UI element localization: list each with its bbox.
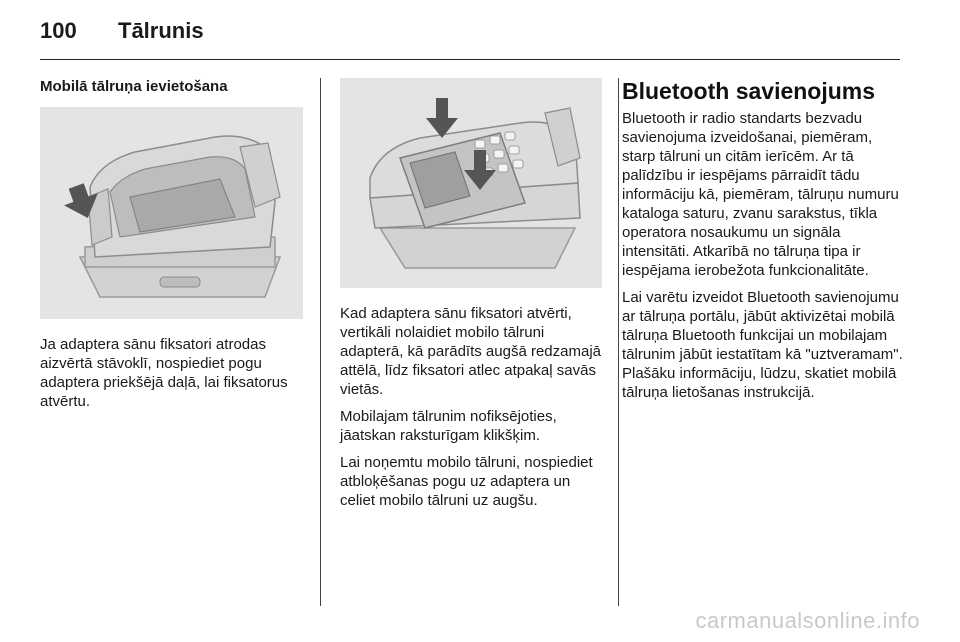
paragraph-latch-open: Ja adaptera sānu fiksatori atrodas aizvērtā stāvoklī, nospiediet pogu adaptera priekšējā daļā, lai fiksatorus atvērtu.	[40, 336, 288, 410]
section-subheading: Mobilā tālruņa ievietošana	[40, 78, 228, 95]
column-1	[40, 78, 306, 419]
paragraph-insert-phone: Kad adaptera sānu fiksatori atvērti, vertikāli nolaidiet mobilo tālruni adapterā, kā parādīts augšā redzamajā attēlā, līdz fiksatori atlec atpakaļ savās vietās.	[340, 305, 601, 398]
chapter-title: Tālrunis	[118, 18, 204, 43]
header-rule	[40, 59, 900, 60]
phone-insertion-illustration	[340, 78, 602, 288]
column-divider-right	[618, 78, 619, 606]
column-divider-left	[320, 78, 321, 606]
column-2	[340, 78, 602, 518]
watermark: carmanualsonline.info	[695, 608, 920, 633]
column-3	[622, 78, 904, 410]
adapter-drawing	[40, 107, 303, 319]
paragraph-bluetooth-setup: Lai varētu izveidot Bluetooth savienojumu ar tālruņa portālu, jābūt aktivizētai mobilā tālruņa Bluetooth funkcijai un mobilajam tālrunim jābūt iestatītam kā "uztveramam". Plašāku informāciju, lūdzu, skatiet mobilā tālruņa lietošanas instrukcijā.	[622, 289, 903, 401]
page-number: 100	[40, 18, 77, 43]
phone-insert-drawing	[340, 78, 602, 288]
adapter-open-illustration	[40, 107, 303, 319]
paragraph-click-sound: Mobilajam tālrunim nofiksējoties, jāatskan raksturīgam klikšķim.	[340, 408, 557, 444]
bluetooth-heading: Bluetooth savienojums	[622, 78, 876, 104]
paragraph-bluetooth-intro: Bluetooth ir radio standarts bezvadu savienojuma izveidošanai, piemēram, starp tālruni un citām ierīcēm. Ar tā palīdzību ir iespējams pārraidīt tādu informāciju kā, piemēram, tālruņu numuru kataloga saturu, zvanu sarakstus, tīkla operatora nosaukumu un signāla intensitāti. Atkarībā no tālruņa tipa ir iespējama ierobežota funkcionalitāte.	[622, 110, 899, 279]
paragraph-remove-phone: Lai noņemtu mobilo tālruni, nospiediet atbloķēšanas pogu uz adaptera un celiet mobilo tālruni uz augšu.	[340, 454, 593, 509]
